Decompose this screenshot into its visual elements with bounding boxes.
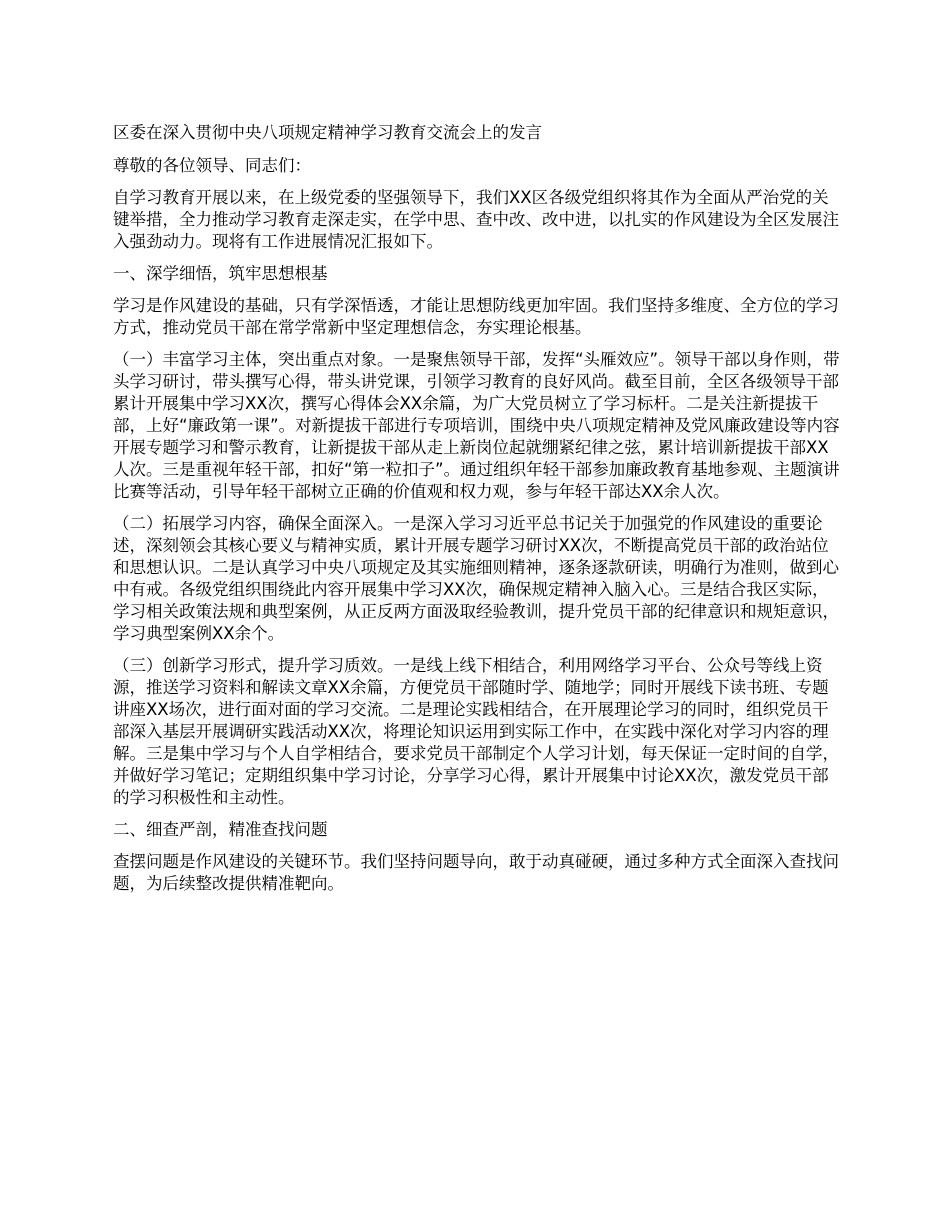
salutation: 尊敬的各位领导、同志们： — [113, 156, 311, 175]
intro-paragraph: 自学习教育开展以来，在上级党委的坚强领导下，我们XX区各级党组织将其作为全面从严治党的关键举措，全力推动学习教育走深走实，在学中思、查中改、改中进，以扎实的作风建设为全区发展注入强劲动力。现将有工作进展情况汇报如下。 — [113, 188, 839, 251]
section-1-item-1-paragraph: （一）丰富学习主体，突出重点对象。一是聚焦领导干部，发挥“头雁效应”。领导干部以身作则，带头学习研讨，带头撰写心得，带头讲党课，引领学习教育的良好风尚。截至目前，全区各级领导干部累计开展集中学习XX次，撰写心得体会XX余篇，为广大党员树立了学习标杆。二是关注新提拔干部，上好“廉政第一课”。对新提拔干部进行专项培训，围绕中央八项规定精神及党风廉政建设等内容开展专题学习和警示教育，让新提拔干部从走上新岗位起就绷紧纪律之弦，累计培训新提拔干部XX人次。三是重视年轻干部，扣好“第一粒扣子”。通过组织年轻干部参加廉政教育基地参观、主题演讲比赛等活动，引导年轻干部树立正确的价值观和权力观，参与年轻干部达XX余人次。 — [113, 350, 840, 501]
section-heading-1: 一、深学细悟，筑牢思想根基 — [113, 264, 328, 283]
section-1-item-2-paragraph: （二）拓展学习内容，确保全面深入。一是深入学习习近平总书记关于加强党的作风建设的重要论述，深刻领会其核心要义与精神实质，累计开展专题学习研讨XX次，不断提高党员干部的政治站位和思想认识。二是认真学习中央八项规定及其实施细则精神，逐条逐款研读，明确行为准则，做到心中有戒。各级党组织围绕此内容开展集中学习XX次，确保规定精神入脑入心。三是结合我区实际，学习相关政策法规和典型案例，从正反两方面汲取经验教训，提升党员干部的纪律意识和规矩意识，学习典型案例XX余个。 — [113, 514, 839, 643]
section-1-intro-paragraph: 学习是作风建设的基础，只有学深悟透，才能让思想防线更加牢固。我们坚持多维度、全方位的学习方式，推动党员干部在常学常新中坚定理想信念，夯实理论根基。 — [113, 296, 839, 337]
document-title: 区委在深入贯彻中央八项规定精神学习教育交流会上的发言 — [113, 123, 542, 142]
section-heading-2: 二、细查严剖，精准查找问题 — [113, 820, 328, 839]
section-1-item-3-paragraph: （三）创新学习形式，提升学习质效。一是线上线下相结合，利用网络学习平台、公众号等线上资源，推送学习资料和解读文章XX余篇，方便党员干部随时学、随地学；同时开展线下读书班、专题讲座XX场次，进行面对面的学习交流。二是理论实践相结合，在开展理论学习的同时，组织党员干部深入基层开展调研实践活动XX次，将理论知识运用到实际工作中，在实践中深化对学习内容的理解。三是集中学习与个人自学相结合，要求党员干部制定个人学习计划，每天保证一定时间的自学，并做好学习笔记；定期组织集中学习讨论，分享学习心得，累计开展集中讨论XX次，激发党员干部的学习积极性和主动性。 — [113, 656, 839, 807]
section-2-intro-paragraph: 查摆问题是作风建设的关键环节。我们坚持问题导向，敢于动真碰硬，通过多种方式全面深入查找问题，为后续整改提供精准靶向。 — [113, 852, 839, 893]
document-page — [113, 122, 840, 905]
